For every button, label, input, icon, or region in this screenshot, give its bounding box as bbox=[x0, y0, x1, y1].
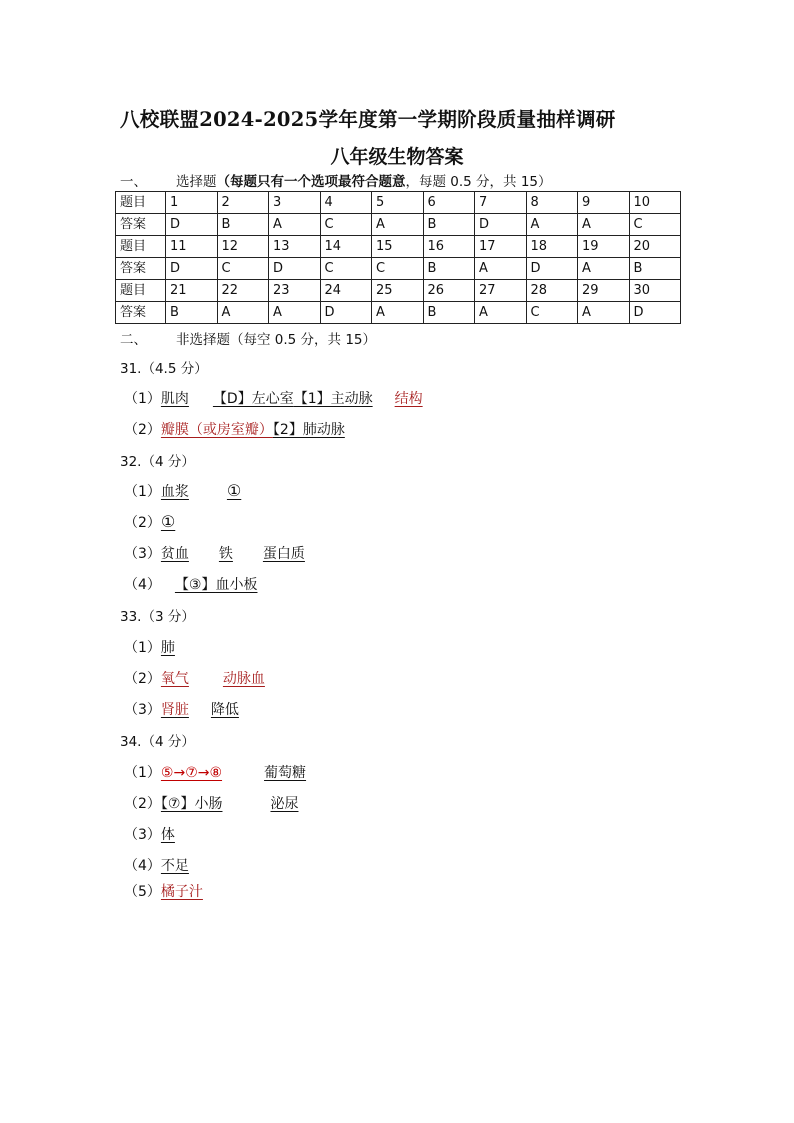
q34-3-prefix: （3） bbox=[124, 827, 161, 843]
q31-1-answer-b: 【D】左心室 bbox=[212, 391, 294, 407]
q33-line-3 bbox=[124, 699, 287, 719]
q34-1-answer-a: ⑤→⑦→⑧ bbox=[160, 765, 223, 781]
table-cell: D bbox=[526, 258, 578, 280]
table-cell: 27 bbox=[475, 280, 527, 302]
q31-line-1 bbox=[124, 388, 441, 408]
q34-line-4 bbox=[124, 855, 189, 875]
q31-heading: 31.（4.5 分） bbox=[120, 361, 208, 377]
table-cell: 12 bbox=[217, 236, 269, 258]
q34-3-answer-a: 体 bbox=[160, 827, 175, 843]
q31-2-prefix: （2） bbox=[124, 422, 161, 438]
table-row bbox=[116, 192, 681, 214]
q32-4-answer-b: 血小板 bbox=[215, 577, 258, 593]
table-cell: C bbox=[320, 214, 372, 236]
choice-answer-table bbox=[115, 191, 681, 324]
table-cell: A bbox=[475, 302, 527, 324]
q34-4-prefix: （4） bbox=[124, 858, 161, 874]
q32-4-prefix: （4） bbox=[124, 577, 161, 593]
table-cell: 16 bbox=[423, 236, 475, 258]
table-cell: 30 bbox=[629, 280, 681, 302]
table-cell: A bbox=[372, 214, 424, 236]
q32-4-answer-a: 【③】 bbox=[174, 577, 216, 593]
table-cell: A bbox=[372, 302, 424, 324]
table-cell: 19 bbox=[578, 236, 630, 258]
q34-line-1 bbox=[124, 762, 334, 782]
section1-note-bold: （每题只有一个选项最符合题意 bbox=[216, 174, 406, 190]
table-cell: 7 bbox=[475, 192, 527, 214]
table-cell: C bbox=[372, 258, 424, 280]
q32-2-prefix: （2） bbox=[124, 515, 161, 531]
table-cell: 8 bbox=[526, 192, 578, 214]
table-row bbox=[116, 214, 681, 236]
q34-1-answer-b: 葡萄糖 bbox=[264, 765, 307, 781]
q34-heading: 34.（4 分） bbox=[120, 734, 195, 750]
q33-2-answers: 氧气 动脉血 bbox=[160, 671, 265, 687]
table-row-header: 题目 bbox=[116, 236, 166, 258]
table-cell: 3 bbox=[269, 192, 321, 214]
q33-heading: 33.（3 分） bbox=[120, 609, 195, 625]
table-cell: A bbox=[217, 302, 269, 324]
table-cell: 20 bbox=[629, 236, 681, 258]
section1-number: 一、 bbox=[120, 174, 147, 190]
table-cell: B bbox=[217, 214, 269, 236]
section1-title: 选择题 bbox=[176, 174, 217, 190]
choice-answer-table-body bbox=[116, 192, 681, 324]
q34-2-answers: 【⑦】小肠 泌尿 bbox=[160, 796, 299, 812]
table-cell: D bbox=[475, 214, 527, 236]
section2-title: 非选择题（每空 0.5 分，共 15） bbox=[176, 332, 377, 348]
q33-line-1 bbox=[124, 637, 175, 657]
q32-line-2 bbox=[124, 512, 175, 532]
table-cell: 15 bbox=[372, 236, 424, 258]
q32-line-3 bbox=[124, 543, 343, 563]
q32-1-prefix: （1） bbox=[124, 484, 161, 500]
table-cell: 11 bbox=[166, 236, 218, 258]
table-cell: C bbox=[526, 302, 578, 324]
table-cell: C bbox=[629, 214, 681, 236]
table-cell: D bbox=[629, 302, 681, 324]
section1-heading bbox=[120, 170, 552, 190]
exam-title: 八校联盟2024-2025学年度第一学期阶段质量抽样调研 bbox=[120, 108, 616, 131]
table-row bbox=[116, 280, 681, 302]
table-cell: 13 bbox=[269, 236, 321, 258]
q32-2-answer-a: ① bbox=[160, 512, 176, 531]
q31-1-answer-c: 【1】主动脉 bbox=[293, 391, 373, 407]
answer-subtitle: 八年级生物答案 bbox=[330, 146, 464, 168]
table-cell: 18 bbox=[526, 236, 578, 258]
table-cell: D bbox=[166, 214, 218, 236]
table-cell: A bbox=[578, 302, 630, 324]
q31-2-answer-b: 【2】肺动脉 bbox=[272, 422, 345, 438]
q33-3-answers: 肾脏 降低 bbox=[160, 702, 239, 718]
table-cell: B bbox=[423, 258, 475, 280]
table-cell: D bbox=[269, 258, 321, 280]
table-row bbox=[116, 236, 681, 258]
q31-1-answer-d: 结构 bbox=[394, 391, 423, 407]
table-cell: 22 bbox=[217, 280, 269, 302]
q33-3-prefix: （3） bbox=[124, 702, 161, 718]
table-cell: A bbox=[269, 302, 321, 324]
table-row-header: 题目 bbox=[116, 192, 166, 214]
table-cell: D bbox=[320, 302, 372, 324]
table-cell: 25 bbox=[372, 280, 424, 302]
q33-line-2 bbox=[124, 668, 265, 688]
q34-line-2 bbox=[124, 793, 298, 813]
q32-3-answers: 贫血 铁 蛋白质 bbox=[160, 546, 305, 562]
q32-1-answer-a: 血浆 ① bbox=[160, 481, 242, 500]
table-row-header: 答案 bbox=[116, 258, 166, 280]
table-cell: C bbox=[320, 258, 372, 280]
table-row-header: 题目 bbox=[116, 280, 166, 302]
q32-line-1 bbox=[124, 481, 241, 501]
q34-1-prefix: （1） bbox=[124, 765, 161, 781]
q33-1-prefix: （1） bbox=[124, 640, 161, 656]
table-cell: 5 bbox=[372, 192, 424, 214]
table-cell: A bbox=[578, 258, 630, 280]
table-cell: 1 bbox=[166, 192, 218, 214]
q31-2-answer-a: 瓣膜（或房室瓣） bbox=[160, 422, 273, 438]
q34-line-5 bbox=[124, 881, 203, 901]
table-cell: A bbox=[578, 214, 630, 236]
table-cell: 9 bbox=[578, 192, 630, 214]
table-cell: 29 bbox=[578, 280, 630, 302]
table-cell: 26 bbox=[423, 280, 475, 302]
table-cell: 28 bbox=[526, 280, 578, 302]
q34-5-prefix: （5） bbox=[124, 884, 161, 900]
section2-heading bbox=[120, 328, 376, 348]
q34-line-3 bbox=[124, 824, 175, 844]
table-cell: B bbox=[166, 302, 218, 324]
table-cell: 17 bbox=[475, 236, 527, 258]
section2-number: 二、 bbox=[120, 332, 147, 348]
q32-heading: 32.（4 分） bbox=[120, 454, 195, 470]
table-cell: 24 bbox=[320, 280, 372, 302]
q31-1-prefix: （1） bbox=[124, 391, 161, 407]
table-cell: C bbox=[217, 258, 269, 280]
q32-3-prefix: （3） bbox=[124, 546, 161, 562]
table-cell: A bbox=[269, 214, 321, 236]
q32-line-4 bbox=[124, 574, 257, 594]
table-cell: 4 bbox=[320, 192, 372, 214]
table-cell: 2 bbox=[217, 192, 269, 214]
table-row bbox=[116, 258, 681, 280]
q31-line-2 bbox=[124, 419, 345, 439]
table-row bbox=[116, 302, 681, 324]
q34-2-prefix: （2） bbox=[124, 796, 161, 812]
q33-1-answer-a: 肺 bbox=[160, 640, 175, 656]
table-cell: B bbox=[423, 214, 475, 236]
section1-note: ，每题 0.5 分，共 15） bbox=[405, 174, 552, 190]
table-cell: D bbox=[166, 258, 218, 280]
q31-1-answer-a: 肌肉 bbox=[160, 391, 189, 407]
table-row-header: 答案 bbox=[116, 214, 166, 236]
table-cell: A bbox=[526, 214, 578, 236]
table-cell: A bbox=[475, 258, 527, 280]
table-cell: B bbox=[629, 258, 681, 280]
q34-5-answer-a: 橘子汁 bbox=[160, 884, 203, 900]
q34-4-answer-a: 不足 bbox=[160, 858, 189, 874]
table-cell: 10 bbox=[629, 192, 681, 214]
table-row-header: 答案 bbox=[116, 302, 166, 324]
q33-2-prefix: （2） bbox=[124, 671, 161, 687]
table-cell: 14 bbox=[320, 236, 372, 258]
table-cell: 21 bbox=[166, 280, 218, 302]
table-cell: 6 bbox=[423, 192, 475, 214]
table-cell: 23 bbox=[269, 280, 321, 302]
table-cell: B bbox=[423, 302, 475, 324]
